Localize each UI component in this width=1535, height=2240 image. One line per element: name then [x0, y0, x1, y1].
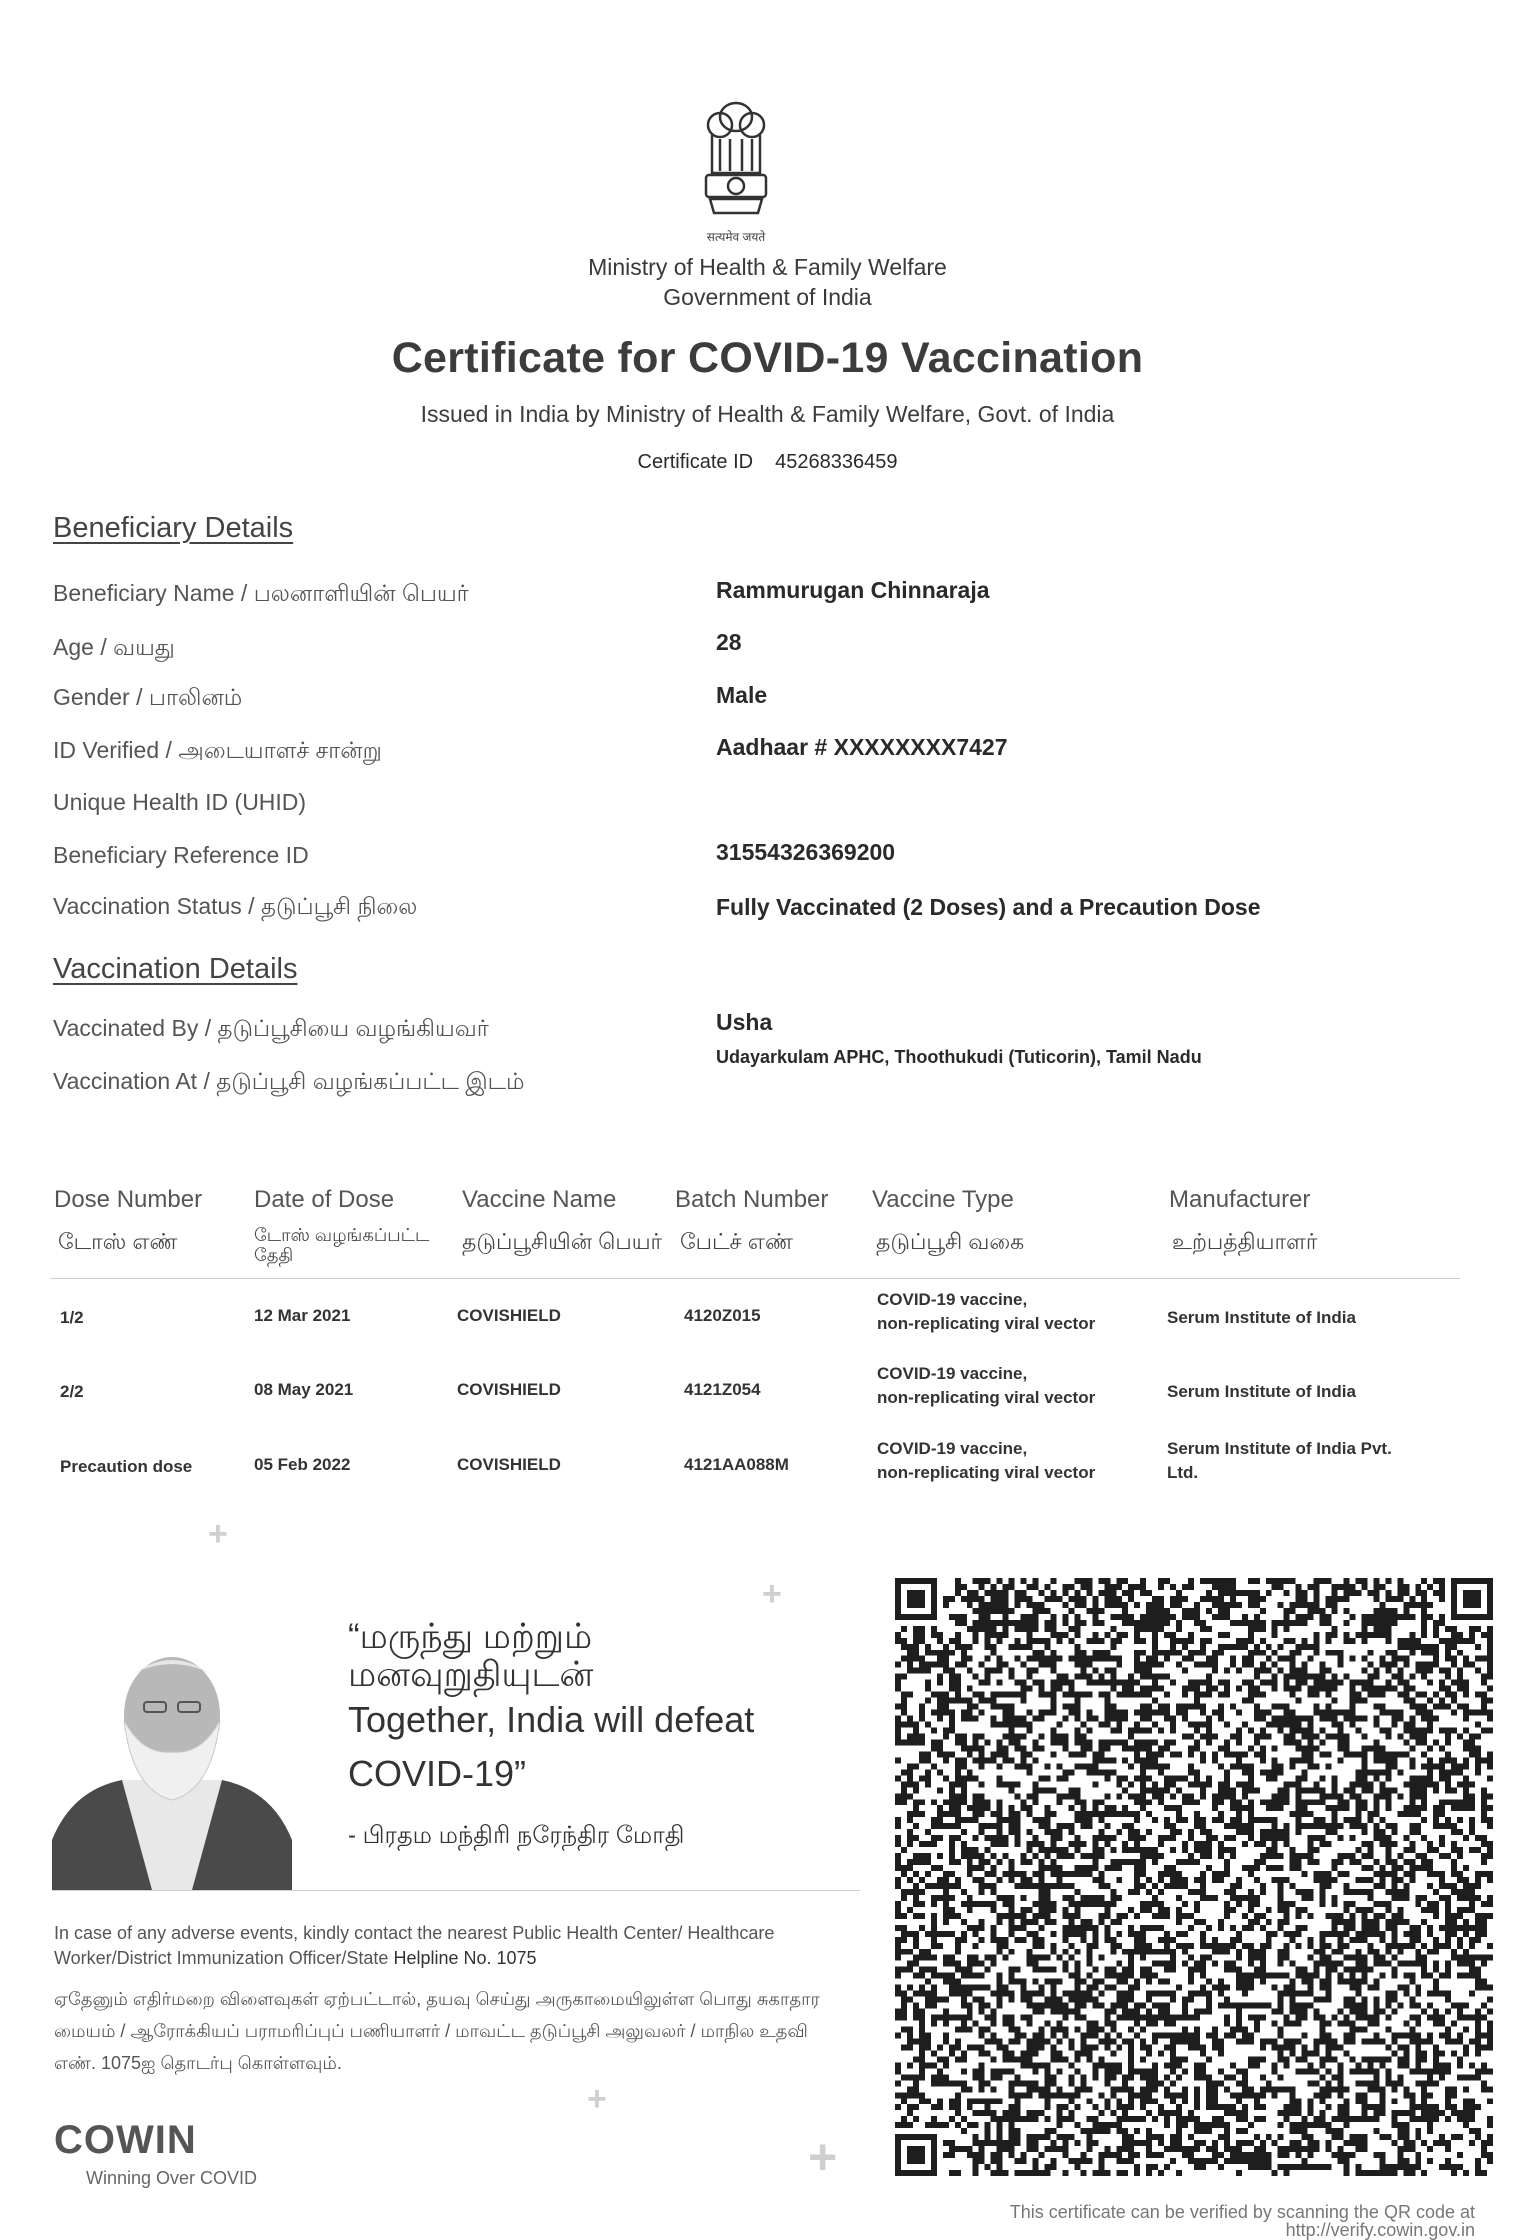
dose-1-manufacturer: Serum Institute of India — [1167, 1308, 1356, 1327]
dose-3-date: 05 Feb 2022 — [254, 1455, 351, 1474]
national-emblem-icon — [690, 95, 782, 245]
qr-code[interactable] — [895, 1578, 1493, 2176]
vaccination-status-value: Fully Vaccinated (2 Doses) and a Precaution Dose — [716, 894, 1261, 920]
adverse-events-text: In case of any adverse events, kindly contact the nearest Public Health Center/ Healthcare Worker/District Immunization Officer/State — [54, 1923, 775, 1968]
dose-2-batch: 4121Z054 — [684, 1380, 761, 1399]
gender-label: Gender / பாலினம் — [53, 684, 243, 710]
id-verified-label: ID Verified / அடையாளச் சான்று — [53, 737, 382, 763]
vaccinated-by-label: Vaccinated By / தடுப்பூசியை வழங்கியவர் — [53, 1015, 489, 1041]
footer-divider — [52, 1890, 860, 1891]
vaccination-status-label: Vaccination Status / தடுப்பூசி நிலை — [53, 893, 418, 919]
quote-attribution: - பிரதம மந்திரி நரேந்திர மோதி — [348, 1822, 685, 1849]
dose-2-manufacturer: Serum Institute of India — [1167, 1382, 1356, 1401]
age-value: 28 — [716, 629, 742, 655]
cowin-logo: COWIN — [54, 2118, 197, 2162]
header-dose-number-ta: டோஸ் எண் — [58, 1229, 178, 1254]
helpline-number: Helpline No. 1075 — [393, 1948, 537, 1968]
dose-2-type — [877, 1362, 1095, 1410]
header-date-of-dose: Date of Dose — [254, 1186, 395, 1213]
dose-3-number: Precaution dose — [60, 1457, 193, 1476]
decor-plus: + — [587, 2080, 607, 2118]
certificate-id-label: Certificate ID — [637, 451, 754, 473]
age-label: Age / வயது — [53, 634, 175, 660]
dose-1-type-line1: COVID-19 vaccine, — [877, 1290, 1028, 1309]
header-manufacturer: Manufacturer — [1169, 1186, 1311, 1213]
reference-id-label: Beneficiary Reference ID — [53, 842, 309, 868]
issued-by: Issued in India by Ministry of Health & Family Welfare, Govt. of India — [420, 401, 1115, 427]
dose-1-date: 12 Mar 2021 — [254, 1306, 351, 1325]
vaccinated-at-value: Udayarkulam APHC, Thoothukudi (Tuticorin), Tamil Nadu — [716, 1047, 1202, 1067]
uhid-label: Unique Health ID (UHID) — [53, 789, 307, 815]
quote-tamil-line1: “மருந்து மற்றும் — [348, 1617, 593, 1656]
adverse-events-note-ta: ஏதேனும் எதிர்மறை விளைவுகள் ஏற்பட்டால், தயவு செய்து அருகாமையிலுள்ள பொது சுகாதார மையம் / ஆரோக்கியப் பராமரிப்புப் பணியாளர் / மாவட்ட தடுப்பூசி அலுவலர் / மாநில உதவி எண். 1075ஐ தொடர்பு கொள்ளவும். — [54, 1989, 820, 2073]
decor-plus: + — [208, 1515, 228, 1553]
dose-1-type — [877, 1288, 1095, 1336]
vaccinated-at-label: Vaccination At / தடுப்பூசி வழங்கப்பட்ட இடம் — [53, 1068, 525, 1094]
dose-1-type-line2: non-replicating viral vector — [877, 1314, 1096, 1333]
header-manufacturer-ta: உற்பத்தியாளர் — [1172, 1229, 1318, 1254]
certificate-id-value: 45268336459 — [775, 451, 898, 473]
quote-english-line1: Together, India will defeat — [348, 1699, 755, 1740]
dose-2-type-line2: non-replicating viral vector — [877, 1388, 1096, 1407]
header-dose-number: Dose Number — [54, 1186, 203, 1213]
beneficiary-name-label: Beneficiary Name / பலனாளியின் பெயர் — [53, 580, 469, 606]
header-date-of-dose-ta: டோஸ் வழங்கப்பட்ட தேதி — [254, 1225, 430, 1265]
id-verified-value: Aadhaar # XXXXXXXX7427 — [716, 734, 1008, 760]
dose-2-date: 08 May 2021 — [254, 1380, 354, 1399]
vaccinated-by-value: Usha — [716, 1009, 773, 1035]
verify-note-line1: This certificate can be verified by scanning the QR code at — [1009, 2202, 1475, 2222]
header-batch-number: Batch Number — [675, 1186, 829, 1213]
header-vaccine-type-ta: தடுப்பூசி வகை — [876, 1229, 1025, 1254]
adverse-events-note — [54, 1921, 814, 1971]
dose-1-batch: 4120Z015 — [684, 1306, 761, 1325]
government-name: Government of India — [663, 284, 872, 310]
header-vaccine-name: Vaccine Name — [462, 1186, 617, 1213]
table-divider — [50, 1278, 1460, 1279]
dose-1-number: 1/2 — [60, 1308, 84, 1327]
header-vaccine-name-ta: தடுப்பூசியின் பெயர் — [462, 1229, 663, 1254]
dose-2-type-line1: COVID-19 vaccine, — [877, 1364, 1028, 1383]
cowin-tagline: Winning Over COVID — [86, 2168, 258, 2188]
ministry-name: Ministry of Health & Family Welfare — [588, 254, 947, 280]
dose-1-vaccine: COVISHIELD — [457, 1306, 561, 1325]
decor-plus: + — [762, 1575, 782, 1613]
dose-3-batch: 4121AA088M — [684, 1455, 789, 1474]
dose-3-vaccine: COVISHIELD — [457, 1455, 561, 1474]
dose-3-type-line1: COVID-19 vaccine, — [877, 1439, 1028, 1458]
reference-id-value: 31554326369200 — [716, 839, 896, 865]
header-batch-number-ta: பேட்ச் எண் — [680, 1229, 793, 1254]
vaccination-details-heading: Vaccination Details — [53, 953, 298, 985]
verify-url[interactable]: http://verify.cowin.gov.in — [1285, 2220, 1475, 2240]
header-vaccine-type: Vaccine Type — [872, 1186, 1014, 1213]
quote-tamil-line2: மனவுறுதியுடன் — [348, 1655, 594, 1694]
certificate-title: Certificate for COVID-19 Vaccination — [391, 334, 1144, 382]
decor-plus: + — [808, 2129, 838, 2185]
prime-minister-portrait — [52, 1640, 292, 1890]
gender-value: Male — [716, 682, 768, 708]
verify-note — [775, 2203, 1475, 2239]
beneficiary-name-value: Rammurugan Chinnaraja — [716, 577, 990, 603]
dose-3-type-line2: non-replicating viral vector — [877, 1463, 1096, 1482]
certificate-id — [0, 451, 1535, 474]
dose-2-number: 2/2 — [60, 1382, 84, 1401]
dose-3-manufacturer: Serum Institute of India Pvt. Ltd. — [1167, 1439, 1392, 1482]
dose-2-vaccine: COVISHIELD — [457, 1380, 561, 1399]
emblem-motto: सत्यमेव जयते — [706, 230, 766, 244]
quote-english-line2: COVID-19” — [348, 1753, 527, 1794]
beneficiary-details-heading: Beneficiary Details — [53, 512, 294, 544]
dose-3-type — [877, 1437, 1095, 1485]
